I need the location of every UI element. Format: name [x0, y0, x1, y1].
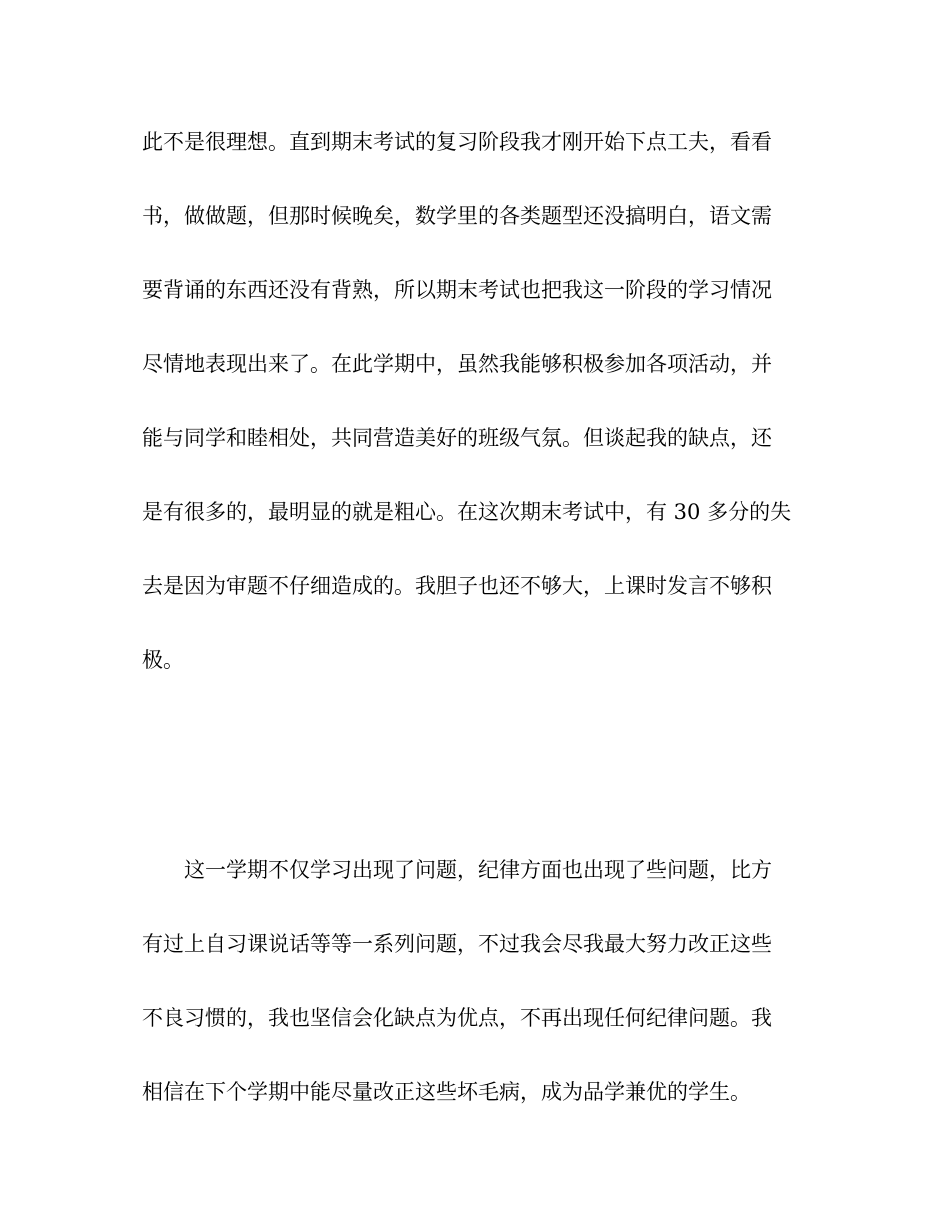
paragraph-1-line-2: 书，做做题，但那时候晚矣，数学里的各类题型还没搞明白，语文需	[142, 204, 772, 228]
paragraph-2-line-1: 这一学期不仅学习出现了问题，纪律方面也出现了些问题，比方	[184, 858, 772, 882]
paragraph-1-line-6: 是有很多的，最明显的就是粗心。在这次期末考试中，有 30 多分的失	[142, 500, 792, 524]
paragraph-2-line-2: 有过上自习课说话等等一系列问题，不过我会尽我最大努力改正这些	[142, 932, 772, 956]
paragraph-1-line-1: 此不是很理想。直到期末考试的复习阶段我才刚开始下点工夫，看看	[142, 130, 772, 154]
paragraph-1-line-4: 尽情地表现出来了。在此学期中，虽然我能够积极参加各项活动，并	[142, 352, 772, 376]
paragraph-1-line-8: 极。	[142, 648, 184, 672]
paragraph-1-line-7: 去是因为审题不仔细造成的。我胆子也还不够大，上课时发言不够积	[142, 574, 772, 598]
paragraph-2-line-3: 不良习惯的，我也坚信会化缺点为优点，不再出现任何纪律问题。我	[142, 1006, 772, 1030]
paragraph-1-line-5: 能与同学和睦相处，共同营造美好的班级气氛。但谈起我的缺点，还	[142, 426, 772, 450]
paragraph-2-line-4: 相信在下个学期中能尽量改正这些坏毛病，成为品学兼优的学生。	[142, 1080, 751, 1104]
paragraph-1-line-3: 要背诵的东西还没有背熟，所以期末考试也把我这一阶段的学习情况	[142, 278, 772, 302]
